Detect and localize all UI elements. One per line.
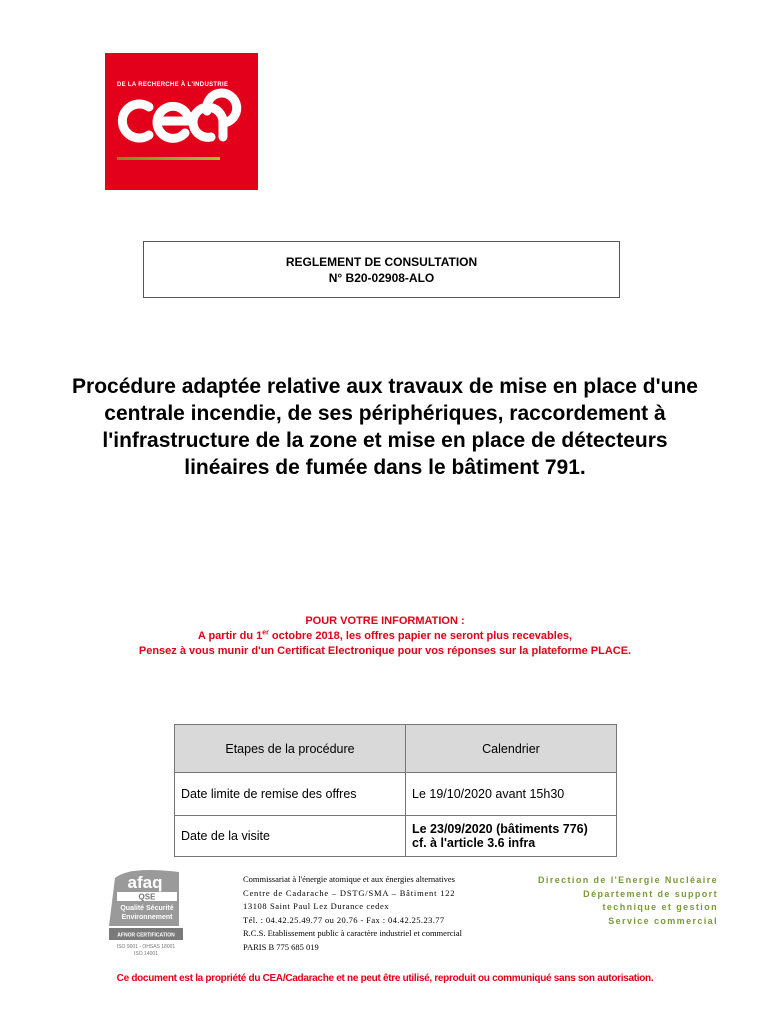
information-line-1 [40,629,730,644]
header-line-2: N° B20-02908-ALO [328,270,435,285]
table-row [175,773,617,816]
procedure-schedule-table [174,724,617,857]
direction-line: Département de support [583,888,718,899]
address-line: Commissariat à l'énergie atomique et aux énergies alternatives [243,874,455,884]
afaq-sub4: ISO 9001 - OHSAS 18001 [116,944,176,950]
cea-address-block [243,873,508,954]
column-header-calendar: Calendrier [406,725,617,773]
afaq-label: QSE [138,892,156,902]
property-notice: Ce document est la propriété du CEA/Cadarache et ne peut être utilisé, reproduit ou communiqué sans son autorisation. [116,973,654,984]
info-line1-suffix: octobre 2018, les offres papier ne seront plus recevables, [268,630,573,642]
direction-line: technique et gestion [602,902,718,912]
column-header-steps: Etapes de la procédure [175,725,406,773]
information-notice [40,614,730,659]
logo-accent-bar [117,157,220,160]
step-cell: Date limite de remise des offres [175,773,406,816]
cea-logo [105,53,258,190]
direction-line: Direction de l'Energie Nucléaire [538,875,718,885]
address-line: Tél. : 04.42.25.49.77 ou 20.76 - Fax : 04.42.25.23.77 [243,914,445,925]
table-header-row [175,725,617,773]
info-line1-prefix: A partir du 1 [197,630,263,642]
afaq-sub3: AFNOR CERTIFICATION [117,932,175,939]
date-cell: Le 19/10/2020 avant 15h30 [406,773,617,816]
address-line: Centre de Cadarache – DSTG/SMA – Bâtiment 122 [243,887,456,898]
date-line-2: cf. à l'article 3.6 infra [412,836,536,850]
afaq-sub2: Environnement [121,914,173,921]
table-row [175,816,617,857]
logo-tagline: DE LA RECHERCHE À L'INDUSTRIE [117,82,229,88]
information-heading: POUR VOTRE INFORMATION : [305,615,465,627]
direction-block [480,874,718,928]
cea-wordmark-icon [105,53,258,190]
date-line-1: Le 23/09/2020 (bâtiments 776) [412,822,588,836]
information-line-2: Pensez à vous munir d'un Certificat Electronique pour vos réponses sur la plateforme PLACE. [138,645,632,657]
address-line: 13108 Saint Paul Lez Durance cedex [243,901,390,911]
afaq-brand: afaq [127,873,163,892]
main-title: Procédure adaptée relative aux travaux de mise en place d'une centrale incendie, de ses périphériques, raccordement à l'infrastructure de la zone et mise en place de détecteurs linéaires de fumée dans le bâtiment 791. [72,375,698,479]
address-line: PARIS B 775 685 019 [243,941,319,952]
date-cell [406,816,617,857]
info-line1-sup: er [262,629,269,637]
step-cell: Date de la visite [175,816,406,857]
header-line-1: REGLEMENT DE CONSULTATION [285,254,478,269]
afaq-qse-certification-logo [109,866,183,958]
direction-line: Service commercial [608,915,718,926]
afaq-sub1: Qualité Sécurité [120,905,174,912]
address-line: R.C.S. Etablissement public à caractère industriel et commercial [243,928,463,938]
consultation-header-box [143,241,620,298]
afaq-sub5: ISO 14001 [134,951,158,957]
